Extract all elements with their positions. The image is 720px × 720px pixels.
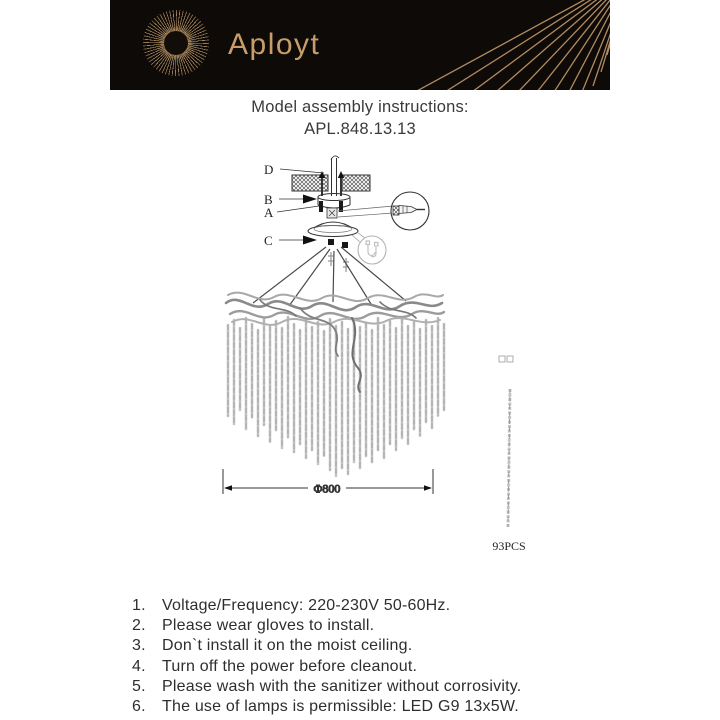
diameter-text: Φ800	[313, 481, 341, 496]
sunburst-logo-icon	[143, 10, 209, 76]
pieces-count: 93PCS	[492, 539, 526, 553]
page-title: Model assembly instructions:	[251, 98, 469, 116]
brand-banner	[110, 0, 610, 90]
header-block	[0, 97, 720, 140]
brand-name: Aployt	[228, 28, 321, 61]
spare-strand-drawing	[492, 356, 525, 553]
ray-fan-decoration-icon	[390, 0, 610, 90]
instruction-item: The use of lamps is permissible: LED G9 13x5W.	[162, 698, 519, 716]
instruction-list	[131, 596, 691, 717]
label-a: A	[264, 205, 274, 220]
instruction-item: Please wash with the sanitizer without corrosivity.	[162, 677, 522, 695]
instruction-item: Please wear gloves to install.	[162, 617, 375, 635]
instruction-item: Don`t install it on the moist ceiling.	[162, 637, 413, 655]
instruction-item: Turn off the power before cleanout.	[162, 657, 418, 675]
detail-circle-hooks	[352, 232, 386, 264]
label-d: D	[264, 162, 274, 177]
label-b: B	[264, 192, 273, 207]
pointer-arrow-b	[303, 195, 317, 204]
connector-squares-icon	[499, 356, 505, 362]
label-c: C	[264, 233, 273, 248]
detail-circle-terminal	[338, 192, 429, 230]
assembly-diagram	[200, 150, 530, 565]
chandelier-drawing	[226, 293, 444, 476]
model-code: APL.848.13.13	[304, 119, 416, 138]
instruction-item: Voltage/Frequency: 220-230V 50-60Hz.	[162, 597, 451, 614]
ceiling-hatch-right	[342, 175, 370, 191]
pointer-arrow-c	[303, 236, 317, 245]
dimension-diameter	[223, 469, 433, 496]
